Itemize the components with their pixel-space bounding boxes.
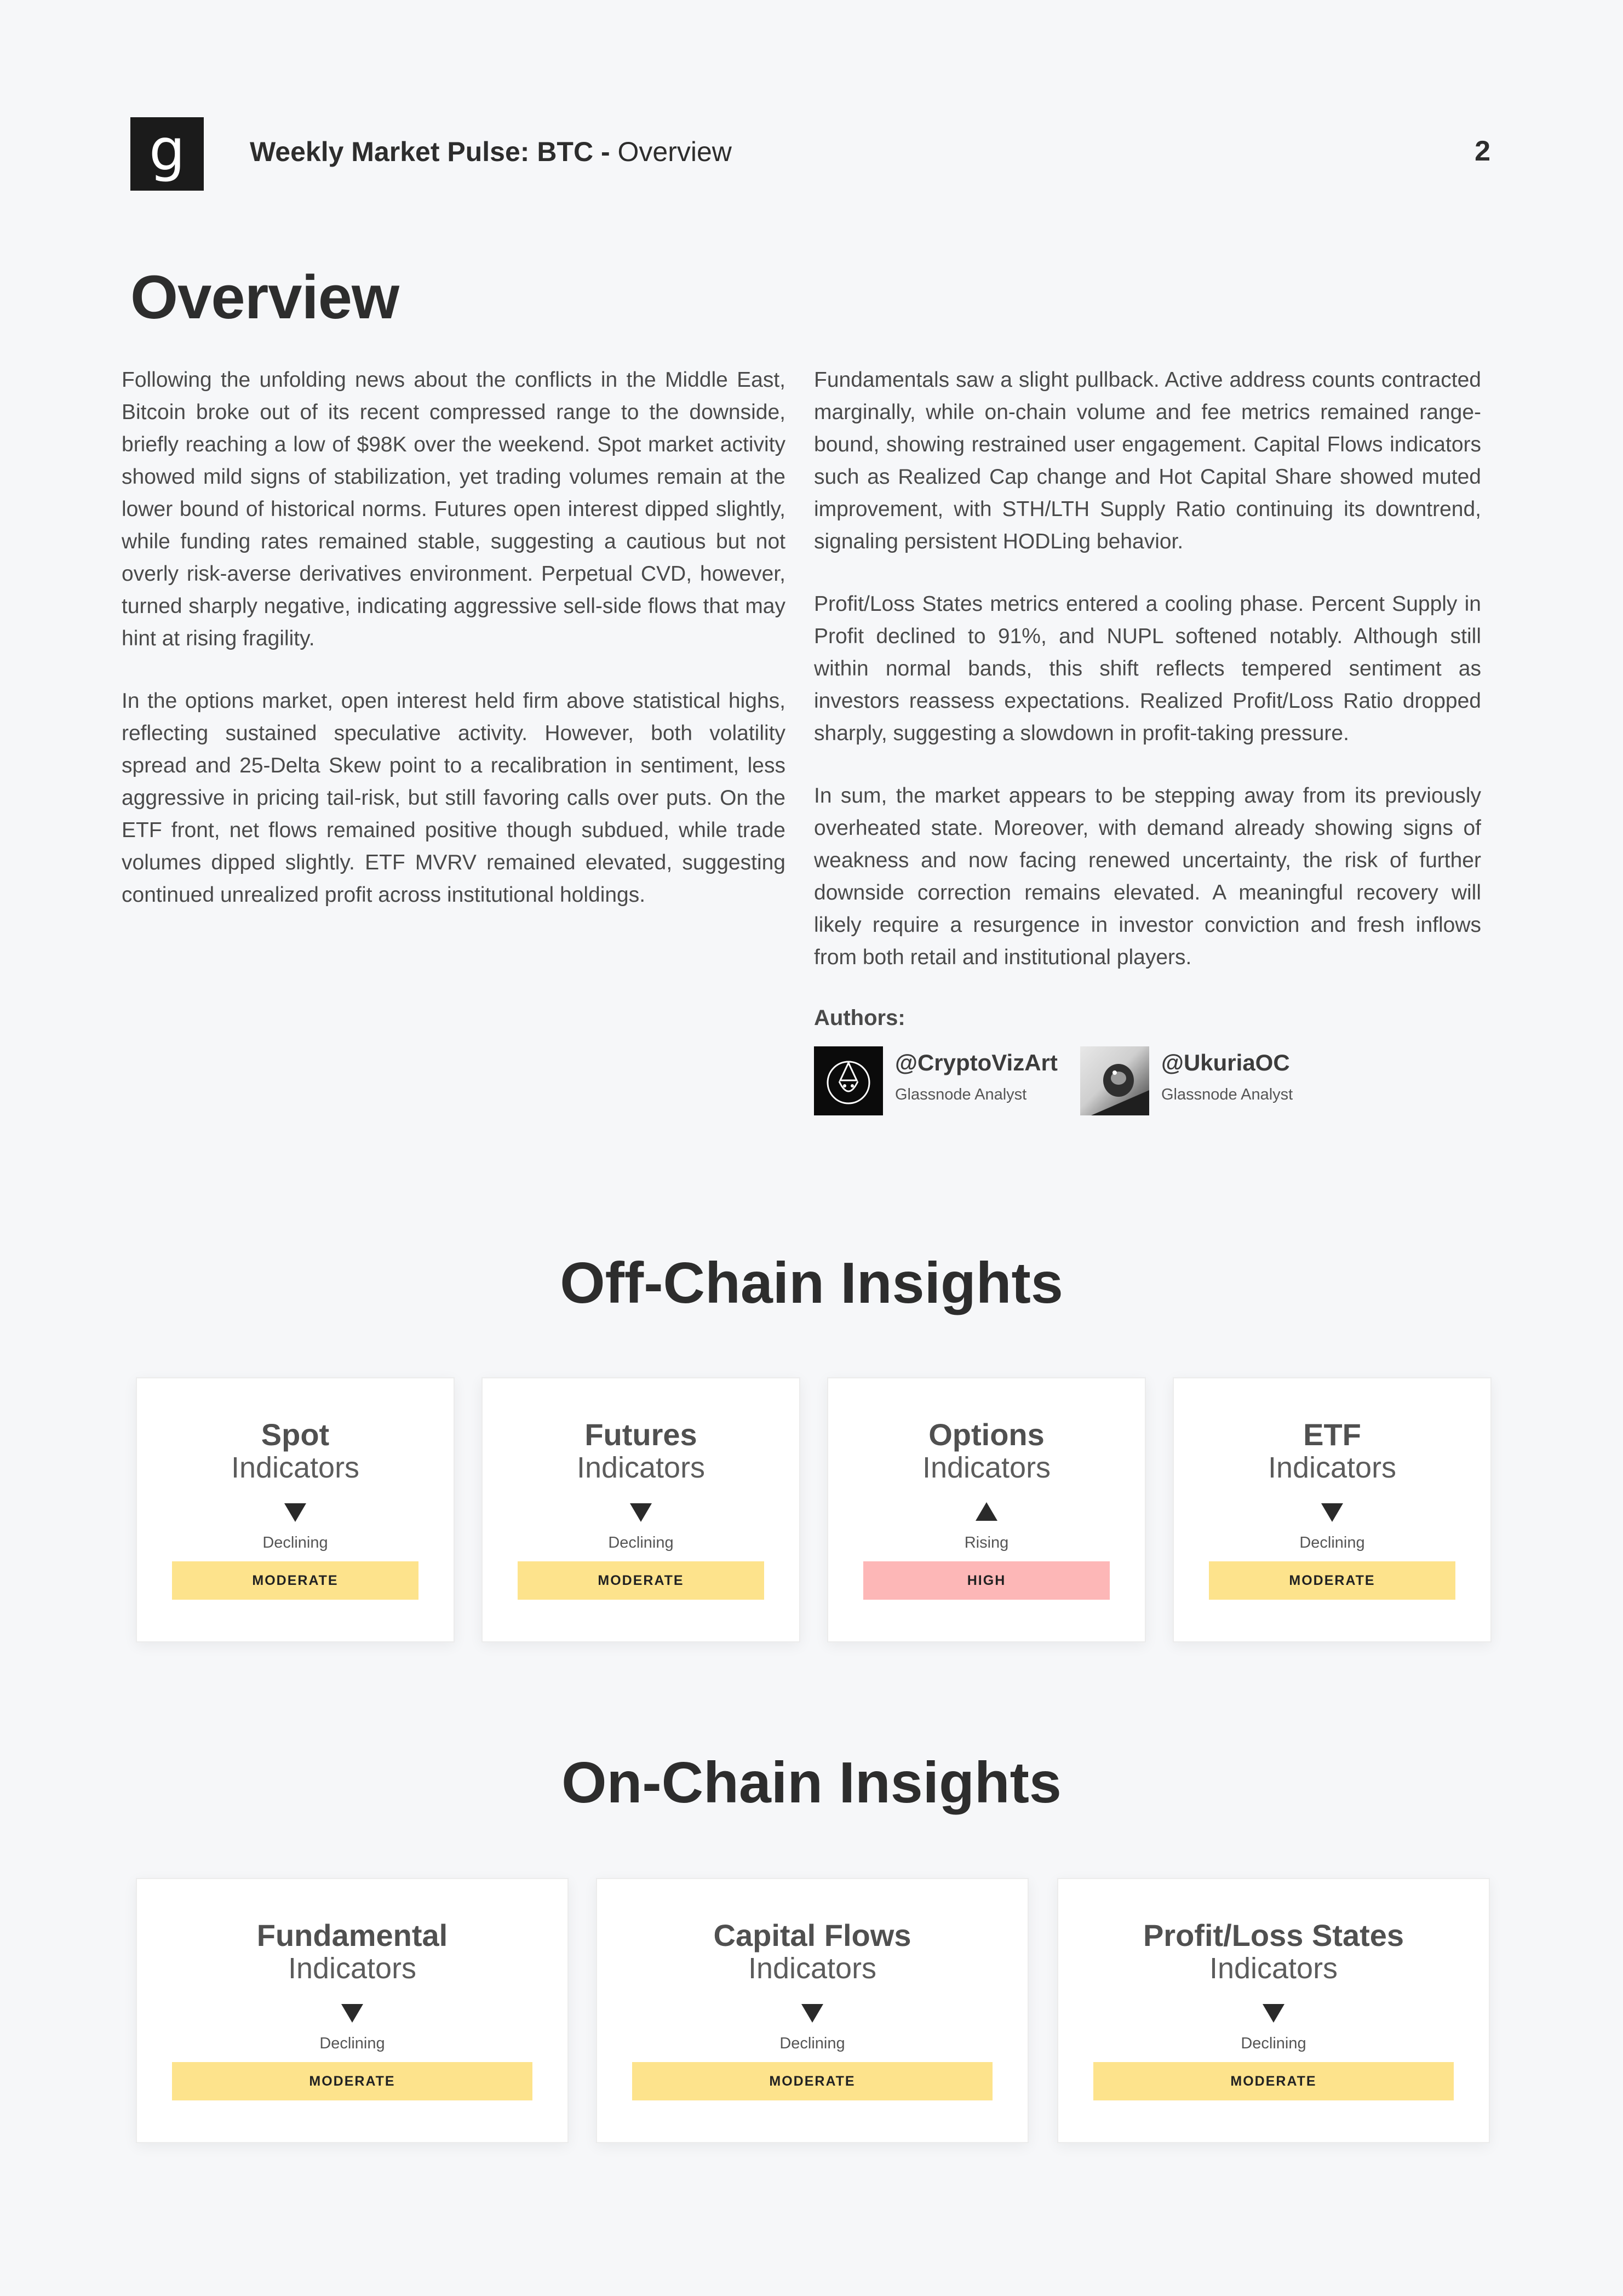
risk-level-badge: HIGH [863, 1561, 1110, 1600]
spot-indicators-card [136, 1377, 455, 1642]
author-role: Glassnode Analyst [895, 1086, 1027, 1103]
risk-level-badge: MODERATE [172, 2062, 532, 2100]
card-title: Profit/Loss States [1143, 1918, 1404, 1953]
overview-paragraph: In the options market, open interest held firm above statistical highs, reflecting sustained speculative activity. However, both volatility spread and 25-Delta Skew point to a recalibration in sentiment, less aggressive in pricing tail-risk, but still favoring calls over puts. On the ETF front, net flows remained positive though subdued, while trade volumes dipped slightly. ETF MVRV remained elevated, suggesting continued unrealized profit across institutional holdings. [122, 689, 785, 907]
fundamental-indicators-card [136, 1878, 569, 2143]
triangle-down-icon [1261, 2002, 1286, 2024]
card-subtitle: Indicators [576, 1451, 706, 1484]
report-title [250, 136, 732, 168]
avatar [1080, 1046, 1149, 1115]
triangle-down-icon [283, 1501, 307, 1523]
report-title-section: Overview [610, 136, 732, 167]
author-role: Glassnode Analyst [1161, 1086, 1293, 1103]
triangle-up-icon [974, 1501, 999, 1523]
off-chain-heading: Off-Chain Insights [560, 1251, 1063, 1315]
trend-status: Declining [1241, 2035, 1306, 2052]
trend-status: Declining [779, 2035, 845, 2052]
overview-right-column [814, 364, 1481, 1004]
glassnode-logo: g [130, 117, 204, 191]
card-subtitle: Indicators [748, 1952, 877, 1985]
card-title: Futures [584, 1417, 697, 1452]
report-title-bold: Weekly Market Pulse: BTC - [250, 136, 610, 167]
card-title: Options [928, 1417, 1045, 1452]
avatar [814, 1046, 883, 1115]
card-subtitle: Indicators [922, 1451, 1051, 1484]
on-chain-heading: On-Chain Insights [561, 1750, 1062, 1815]
overview-heading: Overview [130, 263, 399, 331]
etf-indicators-card [1173, 1377, 1492, 1642]
astronaut-photo-icon [1080, 1046, 1149, 1115]
trend-status: Rising [964, 1534, 1009, 1551]
card-title: Spot [261, 1417, 330, 1452]
capital-flows-indicators-card [596, 1878, 1029, 2143]
card-subtitle: Indicators [288, 1952, 417, 1985]
profit-loss-states-indicators-card [1057, 1878, 1490, 2143]
risk-level-badge: MODERATE [1093, 2062, 1454, 2100]
page-number: 2 [1475, 135, 1490, 167]
trend-status: Declining [608, 1534, 674, 1551]
wizard-emblem-icon [814, 1046, 883, 1115]
triangle-down-icon [629, 1501, 653, 1523]
overview-paragraph: In sum, the market appears to be stepping away from its previously overheated state. Moreover, with demand already showing signs of weakness and now facing renewed uncertainty, the risk of further downside correction remains elevated. A meaningful recovery will likely require a resurgence in investor conviction and fresh inflows from both retail and institutional players. [814, 784, 1481, 969]
card-subtitle: Indicators [231, 1451, 360, 1484]
overview-paragraph: Following the unfolding news about the conflicts in the Middle East, Bitcoin broke out of its recent compressed range to the downside, briefly reaching a low of $98K over the weekend. Spot market activity showed mild signs of stabilization, yet trading volumes remain at the lower bound of historical norms. Futures open interest dipped slightly, while funding rates remained stable, suggesting a cautious but not overly risk-averse derivatives environment. Perpetual CVD, however, turned sharply negative, indicating aggressive sell-side flows that may hint at rising fragility. [122, 368, 785, 650]
card-subtitle: Indicators [1268, 1451, 1397, 1484]
trend-status: Declining [319, 2035, 385, 2052]
overview-paragraph: Fundamentals saw a slight pullback. Active address counts contracted marginally, while on-chain volume and fee metrics remained range-bound, showing restrained user engagement. Capital Flows indicators such as Realized Cap change and Hot Capital Share showed muted improvement, with STH/LTH Supply Ratio continuing its downtrend, signaling persistent HODLing behavior. [814, 368, 1481, 553]
card-subtitle: Indicators [1209, 1952, 1338, 1985]
card-title: ETF [1303, 1417, 1361, 1452]
options-indicators-card [827, 1377, 1146, 1642]
futures-indicators-card [481, 1377, 800, 1642]
risk-level-badge: MODERATE [518, 1561, 764, 1600]
author-handle: @UkuriaOC [1161, 1050, 1290, 1075]
trend-status: Declining [1299, 1534, 1365, 1551]
risk-level-badge: MODERATE [172, 1561, 418, 1600]
author-handle: @CryptoVizArt [895, 1050, 1058, 1075]
card-title: Fundamental [256, 1918, 448, 1953]
trend-status: Declining [262, 1534, 328, 1551]
risk-level-badge: MODERATE [1209, 1561, 1455, 1600]
triangle-down-icon [340, 2002, 364, 2024]
triangle-down-icon [800, 2002, 824, 2024]
triangle-down-icon [1320, 1501, 1344, 1523]
overview-paragraph: Profit/Loss States metrics entered a cooling phase. Percent Supply in Profit declined to 91%, and NUPL softened notably. Although still within normal bands, this shift reflects tempered sentiment as investors reassess expectations. Realized Profit/Loss Ratio dropped sharply, suggesting a slowdown in profit-taking pressure. [814, 592, 1481, 745]
card-title: Capital Flows [713, 1918, 911, 1953]
risk-level-badge: MODERATE [632, 2062, 993, 2100]
overview-left-column [122, 364, 785, 941]
authors-label: Authors: [814, 1006, 905, 1030]
